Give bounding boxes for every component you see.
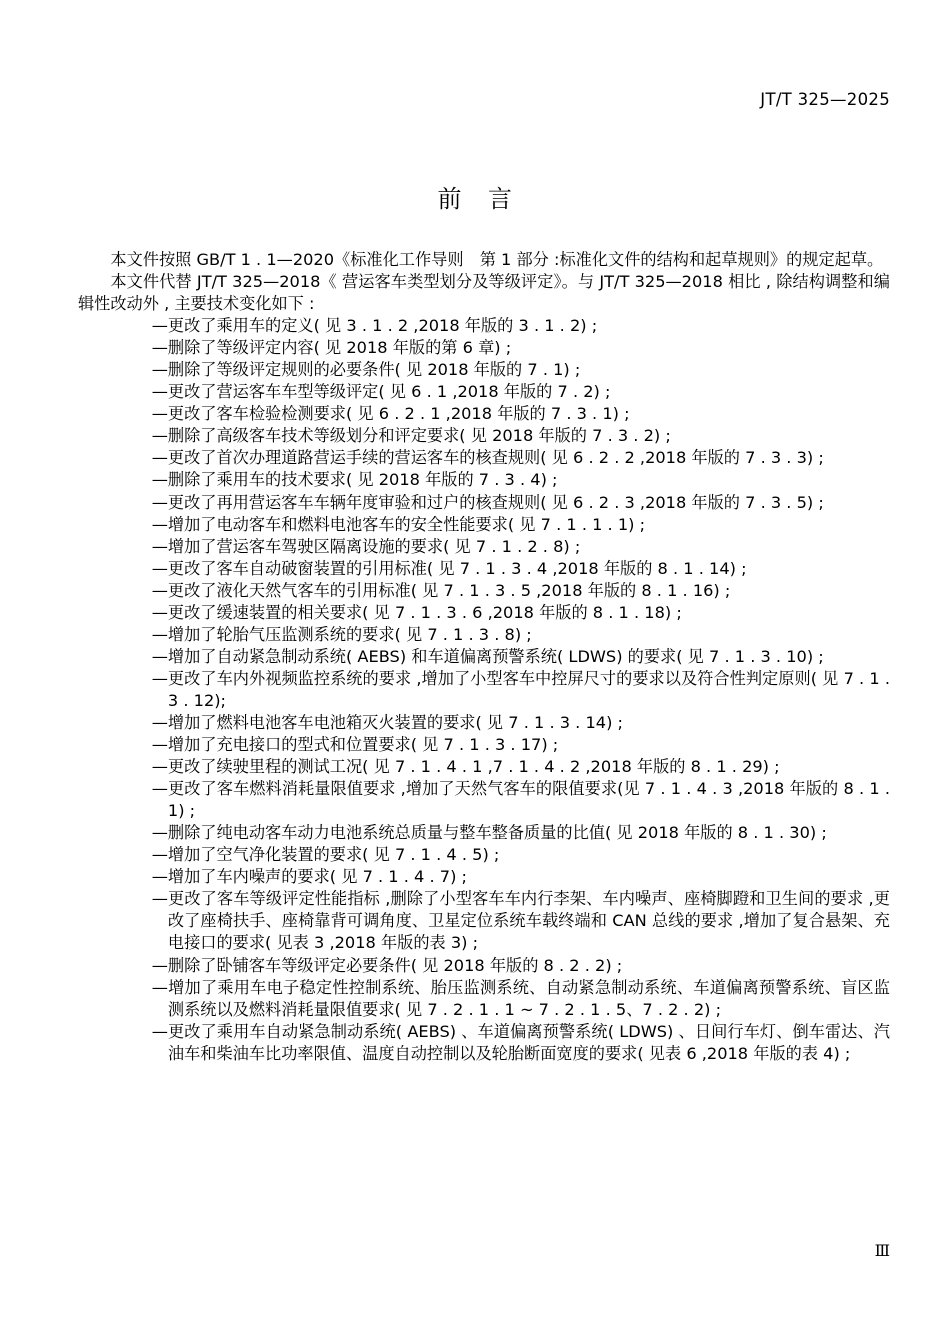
list-item: [78, 646, 890, 668]
list-dash-icon: —: [151, 470, 168, 490]
list-item-text: 增加了自动紧急制动系统( AEBS) 和车道偏离预警系统( LDWS) 的要求( 见 7 . 1 . 3 . 10) ;: [167, 646, 824, 666]
list-item-text: 增加了充电接口的型式和位置要求( 见 7 . 1 . 3 . 17) ;: [167, 735, 559, 755]
page-title: [0, 179, 950, 214]
list-item-text: 增加了空气净化装置的要求( 见 7 . 1 . 4 . 5) ;: [167, 845, 500, 865]
page-number: Ⅲ: [874, 1241, 890, 1260]
list-dash-icon: —: [151, 823, 168, 843]
list-item: [78, 337, 890, 359]
list-item-text: 更改了乘用车的定义( 见 3 . 1 . 2 ,2018 年版的 3 . 1 . 2) ;: [167, 316, 598, 336]
list-item: [78, 558, 890, 580]
list-dash-icon: —: [151, 757, 168, 777]
list-item-text: 更改了再用营运客车车辆年度审验和过户的核查规则( 见 6 . 2 . 3 ,2018 年版的 7 . 3 . 5) ;: [167, 492, 824, 512]
list-item: [78, 888, 890, 954]
list-item-text: 更改了车内外视频监控系统的要求 ,增加了小型客车中控屏尺寸的要求以及符合性判定原则( 见 7 . 1 . 3 . 12);: [167, 668, 890, 710]
list-item: [78, 955, 890, 977]
list-dash-icon: —: [151, 602, 168, 622]
list-dash-icon: —: [151, 338, 168, 358]
list-item-text: 删除了高级客车技术等级划分和评定要求( 见 2018 年版的 7 . 3 . 2) ;: [167, 426, 671, 446]
list-dash-icon: —: [151, 624, 168, 644]
list-dash-icon: —: [151, 889, 168, 909]
list-item-text: 删除了等级评定规则的必要条件( 见 2018 年版的 7 . 1) ;: [167, 360, 581, 380]
list-item-text: 删除了纯电动客车动力电池系统总质量与整车整备质量的比值( 见 2018 年版的 8 . 1 . 30) ;: [167, 823, 827, 843]
list-dash-icon: —: [151, 779, 168, 799]
list-item-text: 更改了续驶里程的测试工况( 见 7 . 1 . 4 . 1 ,7 . 1 . 4 . 2 ,2018 年版的 8 . 1 . 29) ;: [167, 757, 780, 777]
list-dash-icon: —: [151, 1021, 168, 1041]
list-dash-icon: —: [151, 514, 168, 534]
list-dash-icon: —: [151, 845, 168, 865]
foreword-body: [78, 249, 890, 1065]
list-item: [78, 381, 890, 403]
list-item: [78, 668, 890, 712]
list-item-text: 更改了客车自动破窗装置的引用标准( 见 7 . 1 . 3 . 4 ,2018 年版的 8 . 1 . 14) ;: [167, 558, 747, 578]
list-dash-icon: —: [151, 646, 168, 666]
list-item: [78, 492, 890, 514]
page-title-char-2: 言: [488, 185, 513, 214]
list-item-text: 增加了车内噪声的要求( 见 7 . 1 . 4 . 7) ;: [167, 867, 467, 887]
list-dash-icon: —: [151, 867, 168, 887]
list-item: [78, 580, 890, 602]
list-item-text: 增加了轮胎气压监测系统的要求( 见 7 . 1 . 3 . 8) ;: [167, 624, 532, 644]
list-item-text: 更改了客车等级评定性能指标 ,删除了小型客车车内行李架、车内噪声、座椅脚蹬和卫生间的要求 ,更改了座椅扶手、座椅靠背可调角度、卫星定位系统车载终端和 CAN 总线的要求 ,增加了复合悬架、充电接口的要求( 见表 3 ,2018 年版的表 3) ;: [167, 889, 890, 953]
list-item: [78, 712, 890, 734]
list-dash-icon: —: [151, 955, 168, 975]
list-item: [78, 425, 890, 447]
list-item: [78, 359, 890, 381]
running-header: JT/T 325—2025: [760, 90, 890, 109]
list-item: [78, 844, 890, 866]
list-item: [78, 734, 890, 756]
list-dash-icon: —: [151, 558, 168, 578]
list-item: [78, 1021, 890, 1065]
list-item: [78, 822, 890, 844]
list-item: [78, 778, 890, 822]
list-dash-icon: —: [151, 977, 168, 997]
page-title-char-1: 前: [437, 185, 462, 214]
list-item: [78, 977, 890, 1021]
list-item-text: 增加了乘用车电子稳定性控制系统、胎压监测系统、自动紧急制动系统、车道偏离预警系统、盲区监测系统以及燃料消耗量限值要求( 见 7 . 2 . 1 . 1 ~ 7 . 2 . 1 . 5、7 . 2 . 2) ;: [167, 977, 890, 1019]
list-item-text: 增加了燃料电池客车电池箱灭火装置的要求( 见 7 . 1 . 3 . 14) ;: [167, 712, 623, 732]
list-item: [78, 514, 890, 536]
list-dash-icon: —: [151, 404, 168, 424]
list-item-text: 更改了营运客车车型等级评定( 见 6 . 1 ,2018 年版的 7 . 2) ;: [167, 382, 611, 402]
list-dash-icon: —: [151, 735, 168, 755]
list-dash-icon: —: [151, 360, 168, 380]
list-item-text: 增加了营运客车驾驶区隔离设施的要求( 见 7 . 1 . 2 . 8) ;: [167, 536, 581, 556]
paragraph-drafting-basis: 本文件按照 GB/T 1 . 1—2020《标准化工作导则 第 1 部分 :标准化文件的结构和起草规则》的规定起草。: [110, 250, 884, 269]
list-item: [78, 315, 890, 337]
list-item: [78, 447, 890, 469]
list-item: [78, 624, 890, 646]
list-item-text: 删除了等级评定内容( 见 2018 年版的第 6 章) ;: [167, 338, 512, 358]
list-item-text: 删除了乘用车的技术要求( 见 2018 年版的 7 . 3 . 4) ;: [167, 470, 558, 490]
list-dash-icon: —: [151, 492, 168, 512]
list-item-text: 更改了客车检验检测要求( 见 6 . 2 . 1 ,2018 年版的 7 . 3 . 1) ;: [167, 404, 630, 424]
list-dash-icon: —: [151, 316, 168, 336]
list-dash-icon: —: [151, 448, 168, 468]
list-dash-icon: —: [151, 712, 168, 732]
list-item-text: 增加了电动客车和燃料电池客车的安全性能要求( 见 7 . 1 . 1 . 1) ;: [167, 514, 646, 534]
list-dash-icon: —: [151, 536, 168, 556]
paragraph-supersedes: 本文件代替 JT/T 325—2018《 营运客车类型划分及等级评定》。与 JT/T 325—2018 相比 , 除结构调整和编辑性改动外 , 主要技术变化如下 :: [78, 272, 890, 314]
list-item: [78, 469, 890, 491]
list-item-text: 更改了客车燃料消耗量限值要求 ,增加了天然气客车的限值要求(见 7 . 1 . 4 . 3 ,2018 年版的 8 . 1 . 1) ;: [167, 779, 890, 821]
list-item: [78, 866, 890, 888]
list-item: [78, 536, 890, 558]
list-item: [78, 602, 890, 624]
list-dash-icon: —: [151, 580, 168, 600]
list-item-text: 更改了液化天然气客车的引用标准( 见 7 . 1 . 3 . 5 ,2018 年版的 8 . 1 . 16) ;: [167, 580, 731, 600]
list-dash-icon: —: [151, 382, 168, 402]
list-item: [78, 403, 890, 425]
list-item-text: 更改了首次办理道路营运手续的营运客车的核查规则( 见 6 . 2 . 2 ,2018 年版的 7 . 3 . 3) ;: [167, 448, 824, 468]
list-item: [78, 756, 890, 778]
list-item-text: 更改了乘用车自动紧急制动系统( AEBS) 、车道偏离预警系统( LDWS) 、日间行车灯、倒车雷达、汽油车和柴油车比功率限值、温度自动控制以及轮胎断面宽度的要求( 见表 6 ,2018 年版的表 4) ;: [167, 1021, 890, 1063]
list-item-text: 更改了缓速装置的相关要求( 见 7 . 1 . 3 . 6 ,2018 年版的 8 . 1 . 18) ;: [167, 602, 682, 622]
technical-changes-list: [78, 315, 890, 1065]
list-dash-icon: —: [151, 668, 168, 688]
list-item-text: 删除了卧铺客车等级评定必要条件( 见 2018 年版的 8 . 2 . 2) ;: [167, 955, 623, 975]
list-dash-icon: —: [151, 426, 168, 446]
